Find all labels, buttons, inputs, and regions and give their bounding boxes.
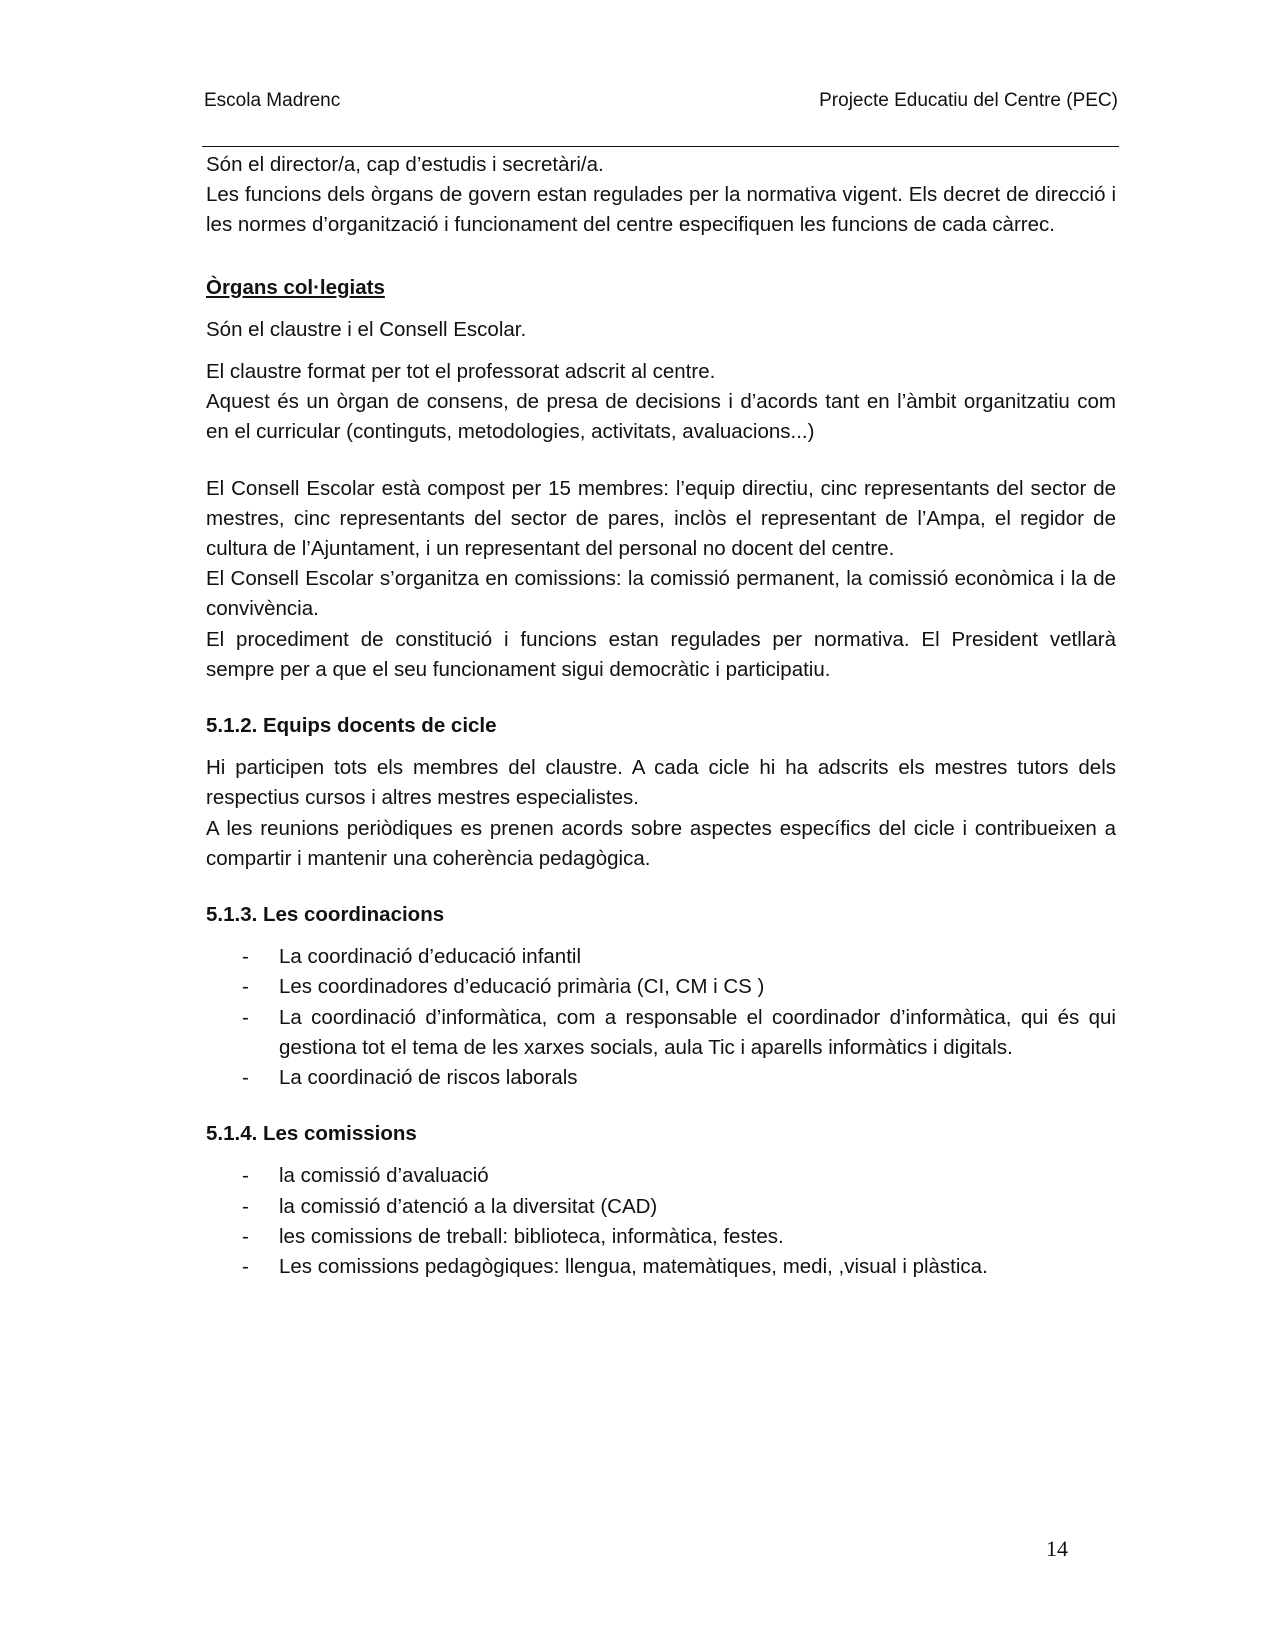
organs-paragraph-3: Aquest és un òrgan de consens, de presa de decisions i d’acords tant en l’àmbit organitzatiu com en el curricular (continguts, metodologies, activitats, avaluacions...) xyxy=(206,390,1116,444)
bullet-dash: - xyxy=(242,1255,249,1279)
list-item: - La coordinació d’educació infantil xyxy=(206,942,1116,972)
comissions-list xyxy=(206,1161,1116,1282)
organs-paragraph-6: El procediment de constitució i funcions estan regulades per normativa. El President vetllarà sempre per a que el seu funcionament sigui democràtic i participatiu. xyxy=(206,627,1116,681)
spacer xyxy=(206,741,1116,753)
spacer xyxy=(206,930,1116,942)
organs-paragraph-5: El Consell Escolar s’organitza en comissions: la comissió permanent, la comissió econòmica i la de convivència. xyxy=(206,567,1116,621)
header-document-title: Projecte Educatiu del Centre (PEC) xyxy=(819,90,1118,111)
header-school-name: Escola Madrenc xyxy=(204,90,341,111)
bullet-dash: - xyxy=(242,975,249,999)
page-body xyxy=(206,150,1116,1282)
bullet-dash: - xyxy=(242,945,249,969)
list-item: - les comissions de treball: biblioteca, informàtica, festes. xyxy=(206,1222,1116,1252)
spacer xyxy=(206,345,1116,357)
organs-paragraph-1: Són el claustre i el Consell Escolar. xyxy=(206,317,527,341)
bullet-dash: - xyxy=(242,1005,249,1029)
bullet-dash: - xyxy=(242,1164,249,1188)
list-item: - la comissió d’avaluació xyxy=(206,1161,1116,1191)
page-header xyxy=(204,90,1118,120)
spacer xyxy=(206,303,1116,315)
list-item: - Les comissions pedagògiques: llengua, matemàtiques, medi, ,visual i plàstica. xyxy=(206,1252,1116,1282)
bullet-dash: - xyxy=(242,1066,249,1090)
bullet-dash: - xyxy=(242,1224,249,1248)
subheading-organs-colegiats: Òrgans col·legiats xyxy=(206,275,385,299)
section-title-513: 5.1.3. Les coordinacions xyxy=(206,903,445,927)
intro-paragraph-1: Són el director/a, cap d’estudis i secretàri/a. xyxy=(206,153,604,176)
list-item: - La coordinació d’informàtica, com a responsable el coordinador d’informàtica, qui és qui gestiona tot el tema de les xarxes socials, aula Tic i aparells informàtics i digitals. xyxy=(206,1003,1116,1063)
spacer xyxy=(206,241,1116,271)
organs-paragraph-4: El Consell Escolar està compost per 15 membres: l’equip directiu, cinc representants del sector de mestres, cinc representants del sector de pares, inclòs el representant de l’Ampa, el regidor de cultura de l’Ajuntament, i un representant del personal no docent del centre. xyxy=(206,476,1116,561)
header-divider xyxy=(202,146,1119,147)
spacer xyxy=(206,1093,1116,1119)
page-number: 14 xyxy=(1046,1536,1068,1561)
spacer xyxy=(206,874,1116,900)
list-item: - Les coordinadores d’educació primària (CI, CM i CS ) xyxy=(206,972,1116,1002)
section-title-514: 5.1.4. Les comissions xyxy=(206,1122,417,1146)
organs-paragraph-2: El claustre format per tot el professorat adscrit al centre. xyxy=(206,360,716,384)
section-512-paragraph-2: A les reunions periòdiques es prenen acords sobre aspectes específics del cicle i contribueixen a compartir i mantenir una coherència pedagògica. xyxy=(206,816,1116,870)
section-title-512: 5.1.2. Equips docents de cicle xyxy=(206,714,497,738)
coordinacions-list xyxy=(206,942,1116,1093)
spacer xyxy=(206,685,1116,711)
intro-paragraph-2: Les funcions dels òrgans de govern estan regulades per la normativa vigent. Els decret de direcció i les normes d’organització i funcionament del centre especifiquen les funcions de cada càrrec. xyxy=(206,183,1116,237)
section-512-paragraph-1: Hi participen tots els membres del claustre. A cada cicle hi ha adscrits els mestres tutors dels respectius cursos i altres mestres especialistes. xyxy=(206,756,1116,810)
spacer xyxy=(206,1149,1116,1161)
spacer xyxy=(206,448,1116,474)
list-item: - La coordinació de riscos laborals xyxy=(206,1063,1116,1093)
list-item: - la comissió d’atenció a la diversitat (CAD) xyxy=(206,1192,1116,1222)
bullet-dash: - xyxy=(242,1194,249,1218)
